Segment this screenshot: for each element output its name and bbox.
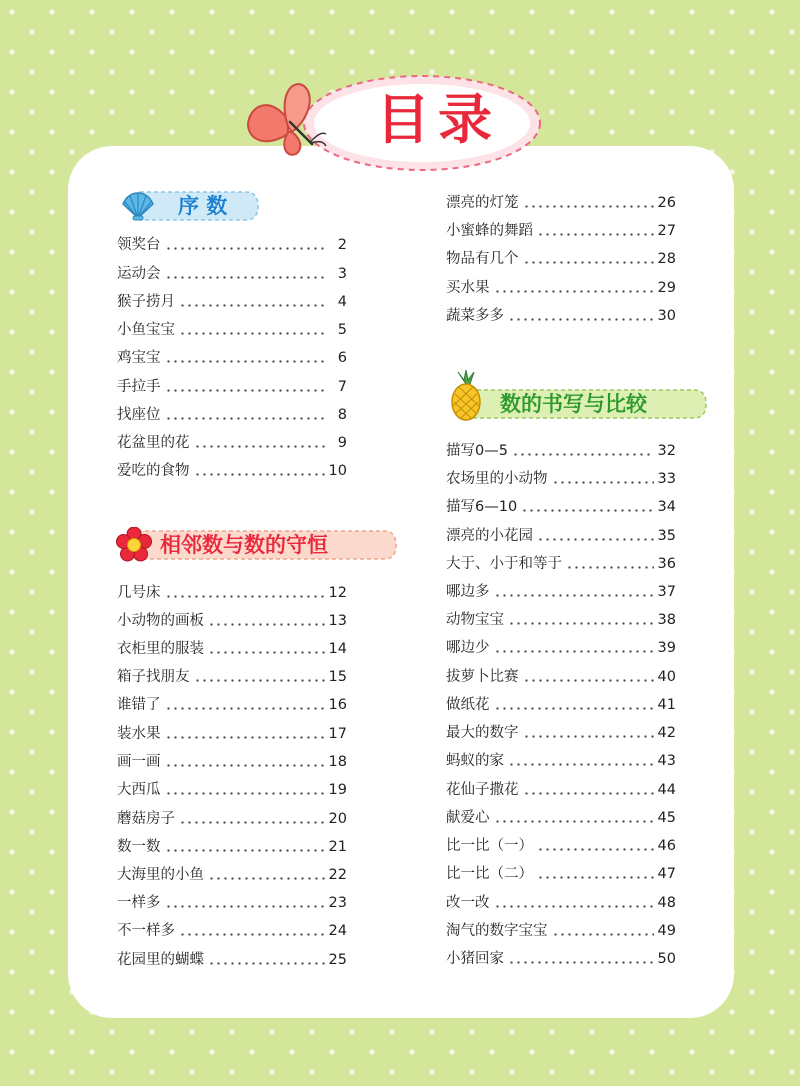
- toc-entry[interactable]: [446, 949, 676, 969]
- toc-entry[interactable]: [117, 865, 347, 885]
- entry-title: 买水果: [446, 280, 490, 296]
- toc-entry[interactable]: [446, 723, 676, 743]
- entry-title: 蚂蚁的家: [446, 753, 504, 769]
- toc-entry[interactable]: [446, 638, 676, 658]
- section-banner-adjacent: [116, 529, 398, 561]
- toc-entry[interactable]: [446, 808, 676, 828]
- dot-leader: [512, 453, 654, 456]
- entry-page: 3: [337, 266, 347, 282]
- entry-title: 献爱心: [446, 810, 490, 826]
- shell-icon: [120, 190, 156, 222]
- dot-leader: [208, 651, 325, 654]
- dot-leader: [165, 247, 328, 250]
- entry-page: 8: [337, 407, 347, 423]
- entry-title: 衣柜里的服装: [117, 641, 204, 657]
- dot-leader: [508, 622, 654, 625]
- entry-page: 20: [328, 811, 347, 827]
- entry-title: 动物宝宝: [446, 612, 504, 628]
- toc-entry[interactable]: [446, 610, 676, 630]
- toc-entry[interactable]: [117, 921, 347, 941]
- dot-leader: [179, 933, 325, 936]
- dot-leader: [494, 594, 654, 597]
- dot-leader: [194, 445, 328, 448]
- entry-page: 13: [328, 613, 347, 629]
- toc-entry[interactable]: [446, 864, 676, 884]
- entry-title: 大海里的小鱼: [117, 867, 204, 883]
- entry-title: 描写6—10: [446, 499, 518, 515]
- entry-page: 45: [657, 810, 676, 826]
- toc-entry[interactable]: [117, 752, 347, 772]
- dot-leader: [508, 318, 654, 321]
- toc-entry[interactable]: [446, 554, 676, 574]
- entry-title: 一样多: [117, 895, 161, 911]
- entry-page: 38: [657, 612, 676, 628]
- entry-page: 41: [657, 697, 676, 713]
- toc-entry[interactable]: [446, 836, 676, 856]
- toc-entry[interactable]: [446, 497, 676, 517]
- entry-page: 50: [657, 951, 676, 967]
- entry-page: 10: [328, 463, 347, 479]
- toc-entry[interactable]: [117, 639, 347, 659]
- flower-icon: [116, 527, 152, 563]
- toc-entry[interactable]: [446, 667, 676, 687]
- toc-entry[interactable]: [117, 377, 347, 397]
- entry-title: 漂亮的小花园: [446, 528, 533, 544]
- entry-title: 蘑菇房子: [117, 811, 175, 827]
- toc-entry[interactable]: [117, 235, 347, 255]
- toc-entry[interactable]: [117, 583, 347, 603]
- toc-entry[interactable]: [446, 893, 676, 913]
- entry-title: 箱子找朋友: [117, 669, 190, 685]
- dot-leader: [165, 849, 325, 852]
- entry-page: 35: [657, 528, 676, 544]
- entry-page: 33: [657, 471, 676, 487]
- dot-leader: [508, 961, 654, 964]
- dot-leader: [165, 707, 325, 710]
- entry-title: 拔萝卜比赛: [446, 669, 519, 685]
- dot-leader: [165, 417, 328, 420]
- section-heading: 序 数: [178, 194, 228, 218]
- toc-entry[interactable]: [117, 405, 347, 425]
- entry-title: 小猪回家: [446, 951, 504, 967]
- toc-entry[interactable]: [446, 278, 676, 298]
- entry-page: 30: [657, 308, 676, 324]
- butterfly-icon: [242, 76, 332, 172]
- toc-entry[interactable]: [446, 695, 676, 715]
- entry-page: 7: [337, 379, 347, 395]
- entry-title: 哪边少: [446, 640, 490, 656]
- entry-title: 几号床: [117, 585, 161, 601]
- toc-entry[interactable]: [117, 611, 347, 631]
- dot-leader: [165, 792, 325, 795]
- entry-title: 手拉手: [117, 379, 161, 395]
- toc-entry[interactable]: [117, 292, 347, 312]
- dot-leader: [165, 389, 328, 392]
- entry-page: 27: [657, 223, 676, 239]
- entry-page: 28: [657, 251, 676, 267]
- entry-page: 34: [657, 499, 676, 515]
- entry-page: 23: [328, 895, 347, 911]
- toc-entry[interactable]: [117, 667, 347, 687]
- entry-title: 谁错了: [117, 697, 161, 713]
- toc-entry[interactable]: [117, 893, 347, 913]
- toc-entry[interactable]: [446, 306, 676, 326]
- toc-entry[interactable]: [446, 469, 676, 489]
- entry-page: 2: [337, 237, 347, 253]
- dot-leader: [523, 792, 654, 795]
- entry-page: 43: [657, 753, 676, 769]
- toc-entry[interactable]: [117, 461, 347, 481]
- entry-page: 32: [657, 443, 676, 459]
- title-badge: [242, 68, 542, 174]
- entry-title: 鸡宝宝: [117, 350, 161, 366]
- entry-title: 花园里的蝴蝶: [117, 952, 204, 968]
- entry-title: 漂亮的灯笼: [446, 195, 519, 211]
- entry-title: 农场里的小动物: [446, 471, 548, 487]
- dot-leader: [165, 595, 325, 598]
- entry-title: 最大的数字: [446, 725, 519, 741]
- page-title: 目录: [376, 88, 500, 151]
- section-heading: 相邻数与数的守恒: [160, 533, 328, 557]
- dot-leader: [165, 736, 325, 739]
- entry-title: 淘气的数字宝宝: [446, 923, 548, 939]
- dot-leader: [165, 905, 325, 908]
- entry-title: 蔬菜多多: [446, 308, 504, 324]
- entry-page: 49: [657, 923, 676, 939]
- entry-title: 数一数: [117, 839, 161, 855]
- entry-title: 猴子捞月: [117, 294, 175, 310]
- dot-leader: [494, 650, 654, 653]
- entry-title: 小蜜蜂的舞蹈: [446, 223, 533, 239]
- dot-leader: [494, 290, 654, 293]
- entry-page: 26: [657, 195, 676, 211]
- entry-title: 花仙子撒花: [446, 782, 519, 798]
- dot-leader: [552, 481, 654, 484]
- entry-title: 画一画: [117, 754, 161, 770]
- dot-leader: [508, 763, 654, 766]
- section-banner-writing: [446, 384, 708, 424]
- entry-page: 46: [657, 838, 676, 854]
- entry-page: 15: [328, 669, 347, 685]
- dot-leader: [537, 848, 654, 851]
- entry-page: 25: [328, 952, 347, 968]
- toc-entry[interactable]: [117, 837, 347, 857]
- entry-title: 运动会: [117, 266, 161, 282]
- entry-page: 21: [328, 839, 347, 855]
- dot-leader: [537, 233, 654, 236]
- entry-page: 22: [328, 867, 347, 883]
- entry-page: 12: [328, 585, 347, 601]
- entry-page: 29: [657, 280, 676, 296]
- dot-leader: [552, 933, 654, 936]
- dot-leader: [179, 304, 327, 307]
- entry-page: 36: [657, 556, 676, 572]
- dot-leader: [208, 623, 325, 626]
- entry-title: 花盆里的花: [117, 435, 190, 451]
- entry-title: 领奖台: [117, 237, 161, 253]
- dot-leader: [537, 876, 654, 879]
- dot-leader: [494, 707, 654, 710]
- section-heading: 数的书写与比较: [500, 392, 647, 416]
- entry-page: 47: [657, 866, 676, 882]
- entry-page: 9: [337, 435, 347, 451]
- entry-title: 小鱼宝宝: [117, 322, 175, 338]
- dot-leader: [521, 509, 653, 512]
- entry-title: 大于、小于和等于: [446, 556, 562, 572]
- dot-leader: [208, 962, 325, 965]
- entry-page: 44: [657, 782, 676, 798]
- entry-title: 小动物的画板: [117, 613, 204, 629]
- toc-entry[interactable]: [446, 193, 676, 213]
- dot-leader: [179, 332, 327, 335]
- toc-entry[interactable]: [117, 433, 347, 453]
- entry-title: 物品有几个: [446, 251, 519, 267]
- section-banner-ordinal: [120, 190, 260, 222]
- dot-leader: [494, 905, 654, 908]
- entry-page: 4: [337, 294, 347, 310]
- entry-title: 比一比（二）: [446, 866, 533, 882]
- toc-entry[interactable]: [446, 441, 676, 461]
- entry-page: 6: [337, 350, 347, 366]
- entry-title: 描写0—5: [446, 443, 508, 459]
- pineapple-icon: [446, 370, 486, 422]
- entry-page: 16: [328, 697, 347, 713]
- entry-title: 装水果: [117, 726, 161, 742]
- dot-leader: [194, 473, 325, 476]
- dot-leader: [194, 679, 325, 682]
- dot-leader: [165, 276, 328, 279]
- dot-leader: [179, 821, 325, 824]
- entry-page: 48: [657, 895, 676, 911]
- toc-entry[interactable]: [117, 809, 347, 829]
- toc-entry[interactable]: [117, 950, 347, 970]
- toc-entry[interactable]: [446, 751, 676, 771]
- entry-page: 24: [328, 923, 347, 939]
- toc-entry[interactable]: [446, 249, 676, 269]
- toc-entry[interactable]: [117, 724, 347, 744]
- dot-leader: [523, 205, 654, 208]
- dot-leader: [523, 735, 654, 738]
- toc-entry[interactable]: [446, 921, 676, 941]
- dot-leader: [566, 566, 654, 569]
- entry-page: 37: [657, 584, 676, 600]
- toc-entry[interactable]: [117, 780, 347, 800]
- toc-entry[interactable]: [446, 526, 676, 546]
- dot-leader: [523, 261, 654, 264]
- entry-page: 39: [657, 640, 676, 656]
- entry-title: 爱吃的食物: [117, 463, 190, 479]
- entry-title: 比一比（一）: [446, 838, 533, 854]
- dot-leader: [165, 360, 328, 363]
- toc-entry[interactable]: [446, 221, 676, 241]
- entry-page: 17: [328, 726, 347, 742]
- entry-title: 改一改: [446, 895, 490, 911]
- toc-entry[interactable]: [446, 582, 676, 602]
- toc-entry[interactable]: [117, 695, 347, 715]
- entry-title: 哪边多: [446, 584, 490, 600]
- dot-leader: [494, 820, 654, 823]
- entry-title: 找座位: [117, 407, 161, 423]
- toc-entry[interactable]: [446, 780, 676, 800]
- entry-page: 42: [657, 725, 676, 741]
- dot-leader: [523, 679, 654, 682]
- entry-page: 18: [328, 754, 347, 770]
- entry-page: 40: [657, 669, 676, 685]
- entry-page: 19: [328, 782, 347, 798]
- toc-entry[interactable]: [117, 320, 347, 340]
- entry-page: 5: [337, 322, 347, 338]
- entry-title: 做纸花: [446, 697, 490, 713]
- dot-leader: [537, 538, 654, 541]
- toc-entry[interactable]: [117, 264, 347, 284]
- dot-leader: [208, 877, 325, 880]
- entry-page: 14: [328, 641, 347, 657]
- toc-entry[interactable]: [117, 348, 347, 368]
- entry-title: 大西瓜: [117, 782, 161, 798]
- entry-title: 不一样多: [117, 923, 175, 939]
- dot-leader: [165, 764, 325, 767]
